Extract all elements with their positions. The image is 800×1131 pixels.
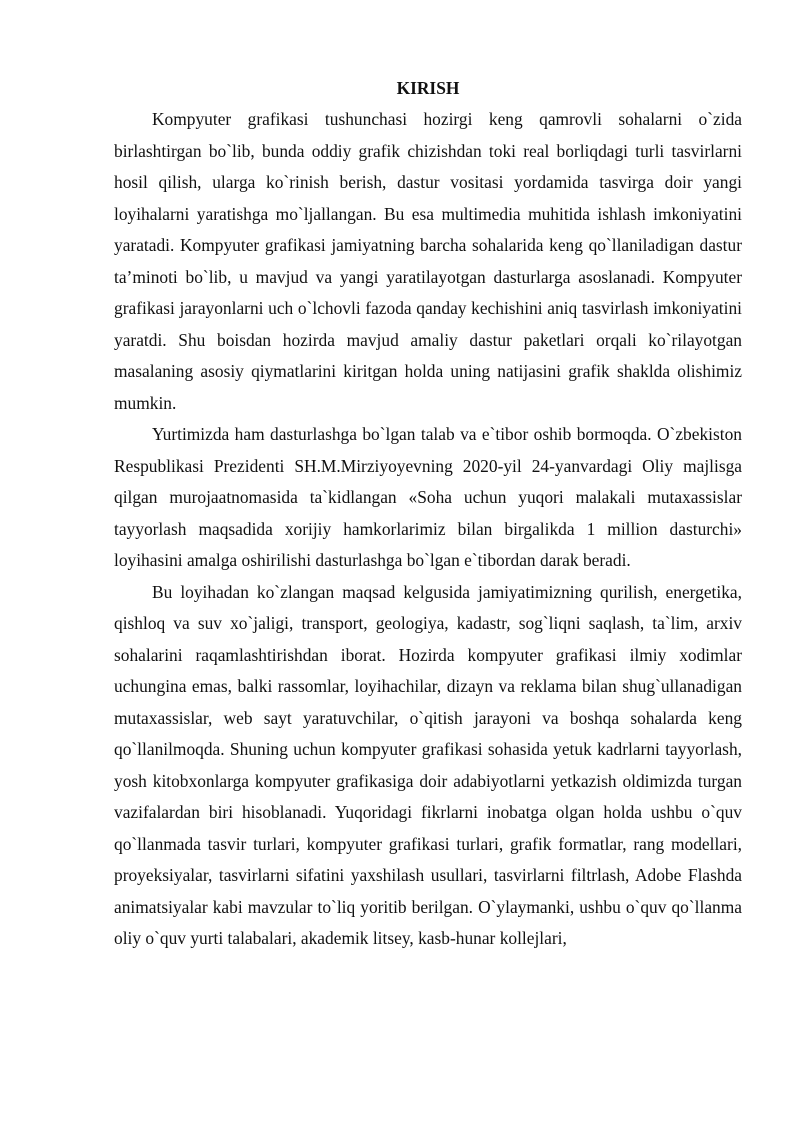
section-title: KIRISH bbox=[396, 78, 460, 98]
paragraph-1: Kompyuter grafikasi tushunchasi hozirgi keng qamrovli sohalarni o`zida birlashtirgan bo`lib, bunda oddiy grafik chizishdan toki real borliqdagi turli tasvirlarni hosil qilish, ularga ko`rinish berish, dastur vositasi yordamida tasvirga doir yangi loyihalarni yaratishga mo`ljallangan. Bu esa multimedia muhitida ishlash imkoniyatini yaratadi. Kompyuter grafikasi jamiyatning barcha sohalarida keng qo`llaniladigan dastur ta’minoti bo`lib, u mavjud va yangi yaratilayotgan dasturlarga asoslanadi. Kompyuter grafikasi jarayonlarni uch o`lchovli fazoda qanday kechishini aniq tasvirlash imkoniyatini yaratdi. Shu boisdan hozirda mavjud amaliy dastur paketlari orqali ko`rilayotgan masalaning asosiy qiymatlarini kiritgan holda uning natijasini grafik shaklda olishimiz mumkin. bbox=[114, 109, 742, 413]
document-page bbox=[114, 76, 742, 955]
paragraph-2: Yurtimizda ham dasturlashga bo`lgan talab va e`tibor oshib bormoqda. O`zbekiston Respublikasi Prezidenti SH.M.Mirziyoyevning 2020-yil 24-yanvardagi Oliy majlisga qilgan murojaatnomasida ta`kidlangan «Soha uchun yuqori malakali mutaxassislar tayyorlash maqsadida xorijiy hamkorlarimiz bilan birgalikda 1 million dasturchi» loyihasini amalga oshirilishi dasturlashga bo`lgan e`tibordan darak beradi. bbox=[114, 424, 742, 570]
paragraph-3: Bu loyihadan ko`zlangan maqsad kelgusida jamiyatimizning qurilish, energetika, qishloq va suv xo`jaligi, transport, geologiya, kadastr, sog`liqni saqlash, ta`lim, arxiv sohalarini raqamlashtirishdan iborat. Hozirda kompyuter grafikasi ilmiy xodimlar uchungina emas, balki rassomlar, loyihachilar, dizayn va reklama bilan shug`ullanadigan mutaxassislar, web sayt yaratuvchilar, o`qitish jarayoni va boshqa sohalarda keng qo`llanilmoqda. Shuning uchun kompyuter grafikasi sohasida yetuk kadrlarni tayyorlash, yosh kitobxonlarga kompyuter grafikasiga doir adabiyotlarni yetkazish oldimizda turgan vazifalardan biri hisoblanadi. Yuqoridagi fikrlarni inobatga olgan holda ushbu o`quv qo`llanmada tasvir turlari, kompyuter grafikasi turlari, grafik formatlar, rang modellari, proyeksiyalar, tasvirlarni sifatini yaxshilash usullari, tasvirlarni filtrlash, Adobe Flashda animatsiyalar kabi mavzular to`liq yoritib berilgan. O`ylaymanki, ushbu o`quv qo`llanma oliy o`quv yurti talabalari, akademik litsey, kasb-hunar kollejlari, bbox=[114, 581, 742, 948]
